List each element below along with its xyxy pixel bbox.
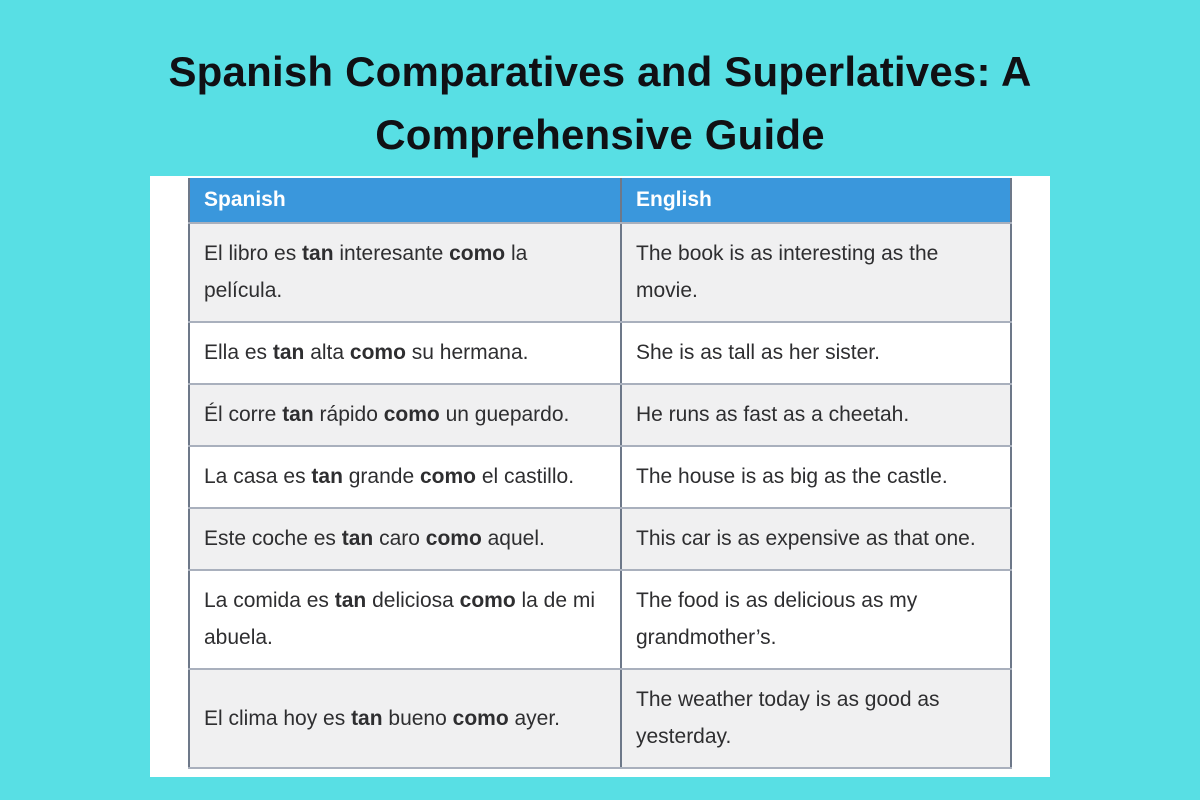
column-header-spanish: Spanish xyxy=(189,178,621,223)
spanish-cell: El libro es tan interesante como la película. xyxy=(189,223,621,322)
bold-keyword: como xyxy=(383,403,440,426)
english-cell: The book is as interesting as the movie. xyxy=(621,223,1011,322)
bold-keyword: tan xyxy=(302,242,334,265)
table-header-row xyxy=(189,178,1011,223)
english-cell: He runs as fast as a cheetah. xyxy=(621,384,1011,446)
spanish-cell: La casa es tan grande como el castillo. xyxy=(189,446,621,508)
bold-keyword: tan xyxy=(282,403,314,426)
table-header xyxy=(189,178,1011,223)
bold-keyword: tan xyxy=(341,527,374,550)
comparatives-table xyxy=(188,178,1012,769)
bold-keyword: como xyxy=(419,465,476,488)
page-title xyxy=(0,0,1200,166)
english-cell: The weather today is as good as yesterday. xyxy=(621,669,1011,768)
table-row xyxy=(189,570,1011,669)
table-row xyxy=(189,223,1011,322)
bold-keyword: como xyxy=(349,341,406,364)
bold-keyword: como xyxy=(459,589,516,612)
title-line-2: Comprehensive Guide xyxy=(375,111,825,158)
english-cell: The house is as big as the castle. xyxy=(621,446,1011,508)
bold-keyword: tan xyxy=(311,465,343,488)
spanish-cell: El clima hoy es tan bueno como ayer. xyxy=(189,669,621,768)
spanish-cell: Este coche es tan caro como aquel. xyxy=(189,508,621,570)
spanish-cell: Él corre tan rápido como un guepardo. xyxy=(189,384,621,446)
table-row xyxy=(189,669,1011,768)
bold-keyword: como xyxy=(425,527,482,550)
bold-keyword: tan xyxy=(351,706,383,730)
table-body xyxy=(189,223,1011,768)
bold-keyword: como xyxy=(449,242,506,265)
title-line-1: Spanish Comparatives and Superlatives: A xyxy=(168,48,1032,95)
bold-keyword: tan xyxy=(272,341,305,364)
table-row xyxy=(189,446,1011,508)
english-cell: She is as tall as her sister. xyxy=(621,322,1011,384)
table-row xyxy=(189,508,1011,570)
table-row xyxy=(189,384,1011,446)
spanish-cell: La comida es tan deliciosa como la de mi abuela. xyxy=(189,570,621,669)
table-row xyxy=(189,322,1011,384)
bold-keyword: como xyxy=(452,706,509,730)
column-header-english: English xyxy=(621,178,1011,223)
spanish-cell: Ella es tan alta como su hermana. xyxy=(189,322,621,384)
english-cell: This car is as expensive as that one. xyxy=(621,508,1011,570)
document-page xyxy=(150,176,1050,777)
english-cell: The food is as delicious as my grandmother’s. xyxy=(621,570,1011,669)
bold-keyword: tan xyxy=(334,589,367,612)
